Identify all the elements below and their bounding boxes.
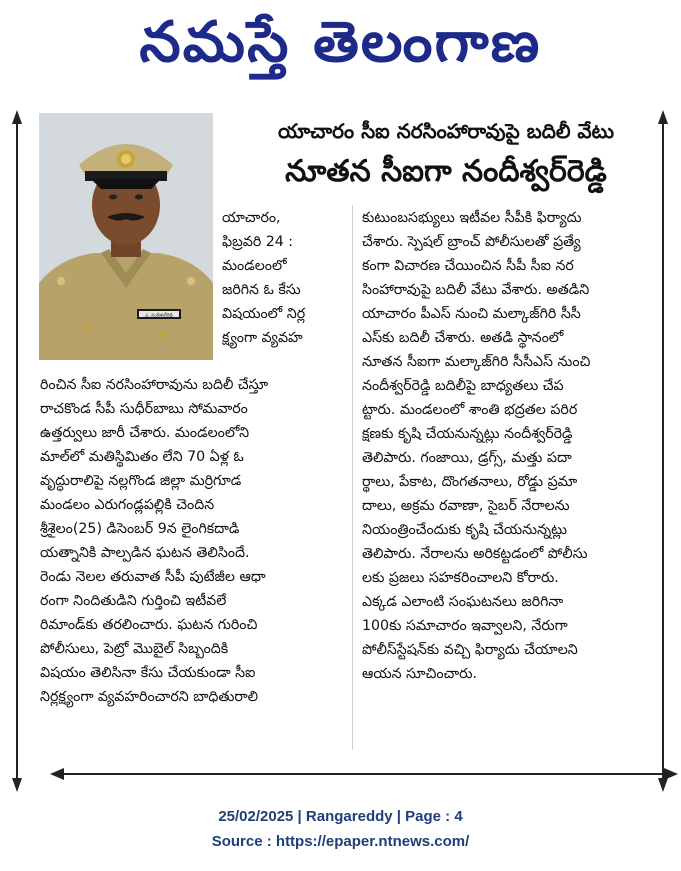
text-line: వృద్ధురాలిపై నల్లగొండ జిల్లా మర్రిగూడ [40,473,242,489]
text-line: ఎక్కడ ఎలాంటి సంఘటనలు జరిగినా [362,594,564,610]
text-line: యాచారం, [222,210,281,226]
text-line: శ్రీశైలం(25) డిసెంబర్ 9న లైంగికదాడి [40,521,240,537]
text-line: మండలం ఎరుగండ్లపల్లికి చెందిన [40,497,215,513]
text-line: రించిన సీఐ నరసింహారావును బదిలీ చేస్తూ [40,377,269,393]
text-line: పోలీసులు, పెట్రో మొబైల్ సిబ్బందికి [40,641,229,657]
text-line: తెలిపారు. నేరాలను అరికట్టడంలో పోలీసు [362,546,588,562]
text-line: ఎస్‌కు బదిలీ చేశారు. అతడి స్థానంలో [362,330,564,346]
text-line: రాచకొండ సీపీ సుధీర్‌బాబు సోమవారం [40,401,248,417]
right-vertical-rule [662,122,664,780]
text-line: యాచారం పీఎస్ నుంచి మల్కాజ్‌గిరి సీసీ [362,306,581,322]
text-line: విషయంలో నిర్ల [222,306,306,322]
horizontal-rule [62,773,666,775]
photo-caption: ఎ. నందీశ్వర్‌రెడ్డి [145,313,173,319]
text-line: రిమాండ్‌కు తరలించారు. ఘటన గురించి [40,617,258,633]
text-line: మాల్‌లో మతిస్థిమితం లేని 70 ఏళ్ల ఓ [40,449,244,465]
left-vertical-double-arrow-icon [12,110,22,792]
down-arrow-icon [658,778,668,792]
text-line: ర్థాలు, పేకాట, దొంగతనాలు, రోడ్డు ప్రమా [362,474,578,490]
masthead-title: నమస్తే తెలంగాణ [139,10,542,75]
text-line: జరిగిన ఓ కేసు [222,282,301,298]
text-line: రెండు నెలల తరువాత సీపీ పుటేజీల ఆధా [40,569,266,585]
text-line: తెలిపారు. గంజాయి, డ్రగ్స్, మత్తు పదా [362,450,572,466]
right-arrow-icon [664,768,678,780]
text-line: విషయం తెలిసినా కేసు చేయకుండా సీఐ [40,665,256,681]
text-line: యత్నానికి పాల్పడిన ఘటన తెలిసిందే. [40,545,250,561]
text-line: నియంత్రించేందుకు కృషి చేయనున్నట్లు [362,522,568,538]
text-line: నూతన సీఐగా మల్కాజ్‌గిరి సీసీఎస్ నుంచి [362,354,591,370]
text-line: క్షణకు కృషి చేయనున్నట్లు నందీశ్వర్‌రెడ్డి [362,426,573,442]
text-line: ఉత్తర్వులు జారీ చేశారు. మండలంలోని [40,425,250,441]
footer-date-line: 25/02/2025 | Rangareddy | Page : 4 [218,808,463,825]
text-line: ఫిబ్రవరి 24 : [222,234,294,250]
column-divider [352,205,353,750]
text-line: 100కు సమాచారం ఇవ్వాలని, నేరుగా [362,618,568,634]
officer-photo [39,113,213,360]
text-line: ఆయన సూచించారు. [362,666,478,682]
text-line: నిర్లక్ష్యంగా వ్యవహరించారని బాధితురాలి [40,689,259,705]
horizontal-double-arrow-icon [50,768,678,780]
text-line: నందీశ్వర్‌రెడ్డి బదిలీపై బాధ్యతలు చేప [362,378,564,394]
text-line: లకు ప్రజలు సహకరించాలని కోరారు. [362,570,559,586]
down-arrow-icon [12,778,22,792]
text-line: సింహారావుపై బదిలీ వేటు వేశారు. అతడిని [362,282,590,298]
article-subheading: యాచారం సీఐ నరసింహారావుపై బదిలీ వేటు [277,119,615,143]
text-line: పోలీస్‌స్టేషన్‌కు వచ్చి ఫిర్యాదు చేయాలని [362,642,578,658]
text-line: రంగా నిందితుడిని గుర్తించి ఇటీవలే [40,593,227,609]
text-line: క్ష్యంగా వ్యవహ [222,330,303,346]
text-line: దాలు, అక్రమ రవాణా, సైబర్ నేరాలను [362,498,570,514]
text-line: ట్టారు. మండలంలో శాంతి భద్రతల పరిర [362,402,578,418]
text-line: కుటుంబసభ్యులు ఇటీవల సీపీకి ఫిర్యాదు [362,210,582,226]
left-vertical-rule [16,122,18,780]
masthead [0,8,681,82]
footer-source-line: Source : https://epaper.ntnews.com/ [211,833,470,850]
police-badge-icon [117,150,135,168]
article-headline: నూతన సీఐగా నందీశ్వర్‌రెడ్డి [285,154,607,189]
text-line: కంగా విచారణ చేయించిన సీపీ సీఐ నర [362,258,574,274]
text-line: చేశారు. స్పెషల్ బ్రాంచ్ పోలీసులతో ప్రత్యే [362,234,581,250]
text-line: మండలంలో [222,258,287,274]
officer-portrait-illustration [39,113,213,360]
